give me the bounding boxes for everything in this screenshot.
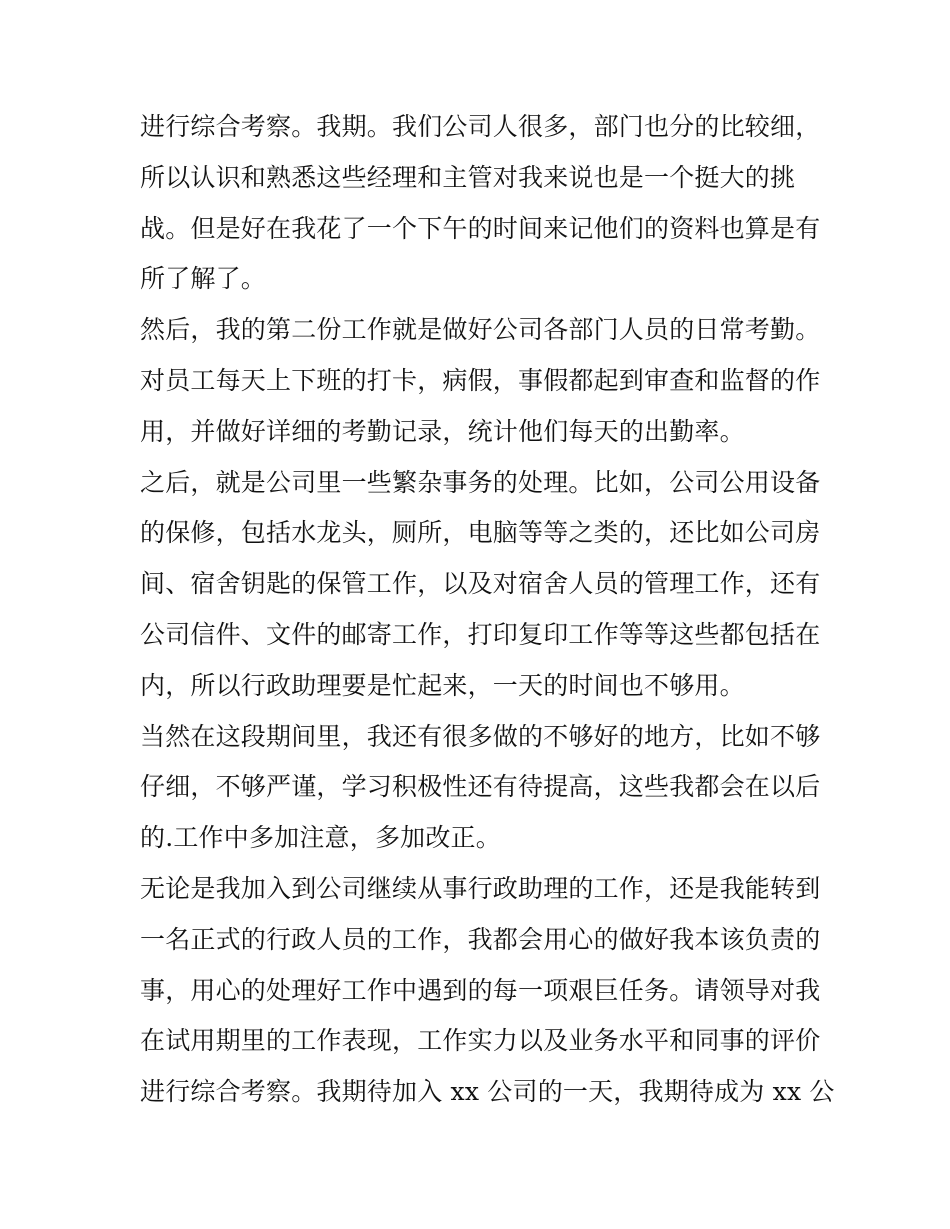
text-line: 之后，就是公司里一些繁杂事务的处理。比如，公司公用设备 <box>140 467 821 497</box>
text-line: 的.工作中多加注意，多加改正。 <box>140 823 501 853</box>
text-line: 对员工每天上下班的打卡，病假，事假都起到审查和监督的作 <box>140 365 821 395</box>
text-line: 仔细，不够严谨，学习积极性还有待提高，这些我都会在以后 <box>140 772 821 802</box>
document-body <box>140 102 835 1118</box>
text-line: 进行综合考察。我期。我们公司人很多，部门也分的比较细， <box>140 112 821 141</box>
text-line: 间、宿舍钥匙的保管工作，以及对宿舍人员的管理工作，还有 <box>140 569 821 599</box>
text-line: 公司信件、文件的邮寄工作，打印复印工作等等这些都包括在 <box>140 619 821 649</box>
text-line: 战。但是好在我花了一个下午的时间来记他们的资料也算是有 <box>140 213 821 243</box>
text-line: 一名正式的行政人员的工作，我都会用心的做好我本该负责的 <box>140 924 821 954</box>
text-line: 内，所以行政助理要是忙起来，一天的时间也不够用。 <box>140 670 745 700</box>
text-line: 事，用心的处理好工作中遇到的每一项艰巨任务。请领导对我 <box>140 975 821 1005</box>
text-line: 所了解了。 <box>140 264 267 294</box>
text-line: 用，并做好详细的考勤记录，统计他们每天的出勤率。 <box>140 416 745 446</box>
text-line: 在试用期里的工作表现，工作实力以及业务水平和同事的评价 <box>140 1026 821 1056</box>
text-line: 当然在这段期间里，我还有很多做的不够好的地方，比如不够 <box>140 721 821 751</box>
text-line: 所以认识和熟悉这些经理和主管对我来说也是一个挺大的挑 <box>140 162 796 192</box>
text-line: 无论是我加入到公司继续从事行政助理的工作，还是我能转到 <box>140 873 821 903</box>
text-line: 然后，我的第二份工作就是做好公司各部门人员的日常考勤。 <box>140 315 821 345</box>
text-line: 进行综合考察。我期待加入 xx 公司的一天，我期待成为 xx 公 <box>140 1077 835 1107</box>
text-line: 的保修，包括水龙头，厕所，电脑等等之类的，还比如公司房 <box>140 518 821 548</box>
